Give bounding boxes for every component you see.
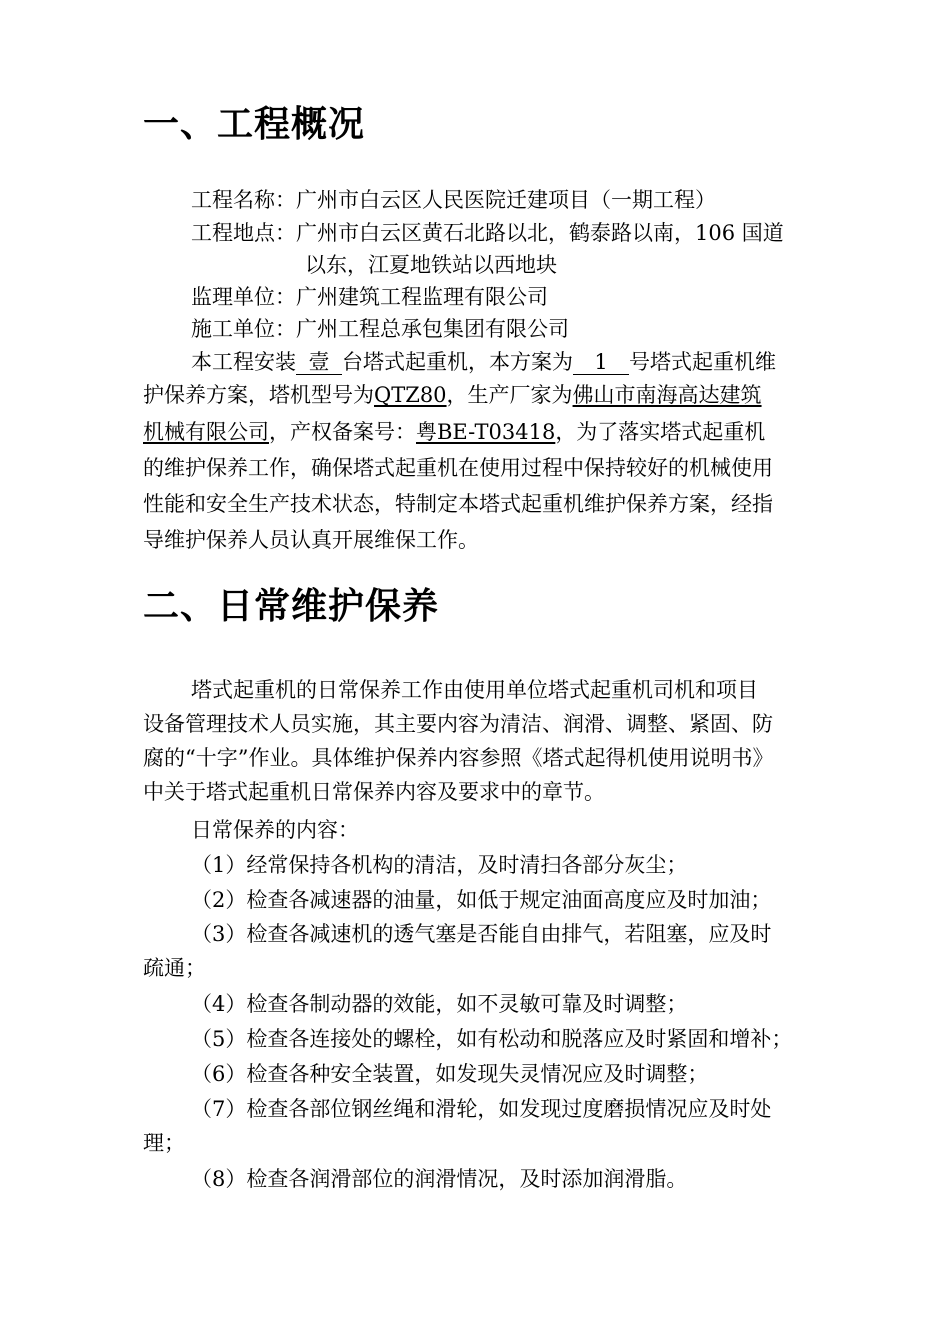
para-line bbox=[191, 348, 776, 376]
section-heading-overview: 一、工程概况 bbox=[143, 104, 366, 145]
field-contractor bbox=[191, 315, 569, 343]
intro-line: 塔式起重机的日常保养工作由使用单位塔式起重机司机和项目 bbox=[191, 678, 758, 702]
crane-count: 壹 bbox=[296, 350, 342, 375]
manufacturer-cont: 机械有限公司 bbox=[143, 420, 269, 444]
field-value: 广州市白云区人民医院迁建项目（一期工程） bbox=[296, 188, 716, 212]
field-label: 工程名称： bbox=[191, 188, 296, 212]
section-heading-maintenance: 二、日常维护保养 bbox=[143, 586, 440, 627]
para-text: 台塔式起重机，本方案为 bbox=[342, 350, 573, 374]
field-label: 工程地点： bbox=[191, 221, 296, 245]
list-item: （1）经常保持各机构的清洁，及时清扫各部分灰尘； bbox=[191, 853, 688, 877]
para-text: 护保养方案，塔机型号为 bbox=[143, 383, 374, 407]
crane-model: QTZ80 bbox=[374, 383, 447, 407]
record-number: 粤BE-T03418 bbox=[416, 420, 556, 444]
list-item-cont: 疏通； bbox=[143, 956, 206, 980]
crane-number: 1 bbox=[573, 350, 629, 375]
field-value: 广州工程总承包集团有限公司 bbox=[296, 317, 569, 341]
intro-line: 中关于塔式起重机日常保养内容及要求中的章节。 bbox=[143, 780, 605, 804]
list-item: （5）检查各连接处的螺栓，如有松动和脱落应及时紧固和增补； bbox=[191, 1027, 793, 1051]
para-line: 导维护保养人员认真开展维保工作。 bbox=[143, 528, 479, 552]
field-project-name bbox=[191, 186, 716, 214]
field-label: 监理单位： bbox=[191, 285, 296, 309]
list-item: （8）检查各润滑部位的润滑情况，及时添加润滑脂。 bbox=[191, 1167, 688, 1191]
para-text: ，为了落实塔式起重机 bbox=[555, 420, 766, 444]
list-title: 日常保养的内容： bbox=[191, 818, 359, 842]
field-supervisor bbox=[191, 283, 548, 311]
list-item: （6）检查各种安全装置，如发现失灵情况应及时调整； bbox=[191, 1062, 709, 1086]
field-label: 施工单位： bbox=[191, 317, 296, 341]
list-item: （7）检查各部位钢丝绳和滑轮，如发现过度磨损情况应及时处 bbox=[191, 1097, 772, 1121]
para-text: ，产权备案号： bbox=[269, 420, 416, 444]
field-value: 广州市白云区黄石北路以北，鹤泰路以南，106 国道 bbox=[296, 221, 784, 245]
para-text: ，生产厂家为 bbox=[446, 383, 573, 407]
list-item: （2）检查各减速器的油量，如低于规定油面高度应及时加油； bbox=[191, 888, 772, 912]
para-line bbox=[143, 381, 762, 409]
manufacturer: 佛山市南海高达建筑 bbox=[572, 383, 762, 407]
field-project-location-cont: 以东，江夏地铁站以西地块 bbox=[305, 253, 557, 277]
para-line: 的维护保养工作，确保塔式起重机在使用过程中保持较好的机械使用 bbox=[143, 456, 773, 480]
list-item: （4）检查各制动器的效能，如不灵敏可靠及时调整； bbox=[191, 992, 688, 1016]
para-text: 号塔式起重机维 bbox=[629, 350, 776, 374]
intro-line: 设备管理技术人员实施，其主要内容为清洁、润滑、调整、紧固、防 bbox=[143, 712, 773, 736]
field-value: 广州建筑工程监理有限公司 bbox=[296, 285, 548, 309]
para-line: 性能和安全生产技术状态，特制定本塔式起重机维护保养方案，经指 bbox=[143, 492, 773, 516]
intro-line: 腐的“十字”作业。具体维护保养内容参照《塔式起得机使用说明书》 bbox=[143, 746, 774, 770]
list-item-cont: 理； bbox=[143, 1131, 185, 1155]
para-line bbox=[143, 418, 765, 446]
para-text: 本工程安装 bbox=[191, 350, 296, 374]
field-project-location bbox=[191, 219, 784, 247]
list-item: （3）检查各减速机的透气塞是否能自由排气，若阻塞，应及时 bbox=[191, 922, 772, 946]
